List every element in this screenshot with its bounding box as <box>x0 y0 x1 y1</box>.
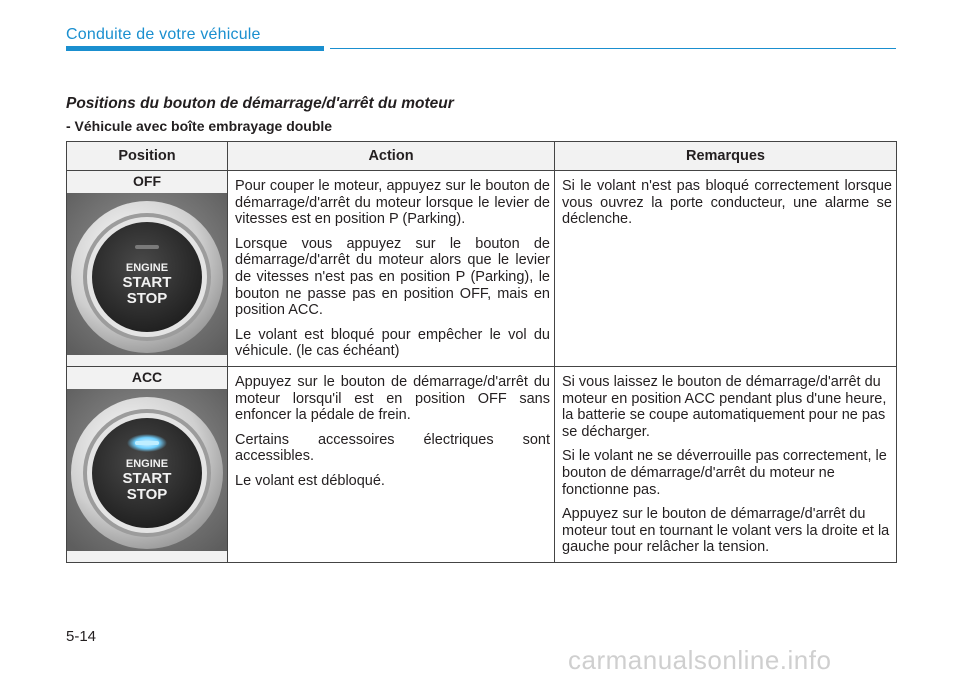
engine-button-off-image <box>67 193 227 355</box>
button-text-engine: ENGINE <box>125 262 169 274</box>
header-action: Action <box>228 142 555 171</box>
page-number: 5-14 <box>66 628 97 645</box>
remarks-cell <box>555 171 897 367</box>
button-text-start: START <box>122 470 172 487</box>
section-subtitle: - Véhicule avec boîte embrayage double <box>66 118 333 134</box>
chapter-rule <box>330 48 896 49</box>
position-cell <box>67 367 228 563</box>
chapter-title: Conduite de votre véhicule <box>66 26 261 43</box>
remarks-paragraph: Appuyez sur le bouton de démarrage/d'arrêt du moteur tout en tournant le volant vers la droite et la gauche pour relâcher la tension. <box>562 506 890 556</box>
table-row <box>67 171 897 367</box>
table-header-row <box>67 142 897 171</box>
remarks-paragraph: Si le volant ne se déverrouille pas correctement, le bouton de démarrage/d'arrêt du moteur ne fonctionne pas. <box>562 448 887 498</box>
button-text-engine: ENGINE <box>125 458 169 470</box>
action-cell <box>228 367 555 563</box>
position-label: OFF <box>133 173 161 189</box>
action-paragraph: Le volant est bloqué pour empêcher le vol du véhicule. (le cas échéant) <box>235 326 550 360</box>
position-cell <box>67 171 228 367</box>
position-label: ACC <box>131 369 163 385</box>
remarks-cell <box>555 367 897 563</box>
action-paragraph: Le volant est débloqué. <box>235 472 385 489</box>
action-paragraph: Lorsque vous appuyez sur le bouton de démarrage/d'arrêt du moteur alors que le levier de vitesses n'est pas en position P (Parking), le bouton ne passe pas en position OFF, mais en position ACC. <box>235 235 550 319</box>
table-row <box>67 367 897 563</box>
remarks-paragraph: Si le volant n'est pas bloqué correctement lorsque vous ouvrez la porte conducteur, une alarme se déclenche. <box>562 178 892 228</box>
remarks-paragraph: Si vous laissez le bouton de démarrage/d'arrêt du moteur en position ACC pendant plus d'une heure, la batterie se coupe automatiquement pour ne pas se décharger. <box>562 374 887 440</box>
header-remarks: Remarques <box>555 142 897 171</box>
action-paragraph: Pour couper le moteur, appuyez sur le bouton de démarrage/d'arrêt du moteur lorsque le levier de vitesses est en position P (Parking). <box>235 178 550 228</box>
engine-button-acc-image <box>67 389 227 551</box>
chapter-accent-bar <box>66 46 324 51</box>
action-paragraph: Certains accessoires électriques sont accessibles. <box>235 431 550 465</box>
action-cell <box>228 171 555 367</box>
header-position: Position <box>67 142 228 171</box>
action-paragraph: Appuyez sur le bouton de démarrage/d'arrêt du moteur lorsqu'il est en position OFF sans enfoncer la pédale de frein. <box>235 374 550 424</box>
button-text-stop: STOP <box>126 486 168 503</box>
watermark: carmanualsonline.info <box>568 645 832 675</box>
button-text-start: START <box>122 274 172 291</box>
section-title: Positions du bouton de démarrage/d'arrêt du moteur <box>66 95 454 112</box>
positions-table <box>66 141 897 563</box>
button-text-stop: STOP <box>126 290 168 307</box>
